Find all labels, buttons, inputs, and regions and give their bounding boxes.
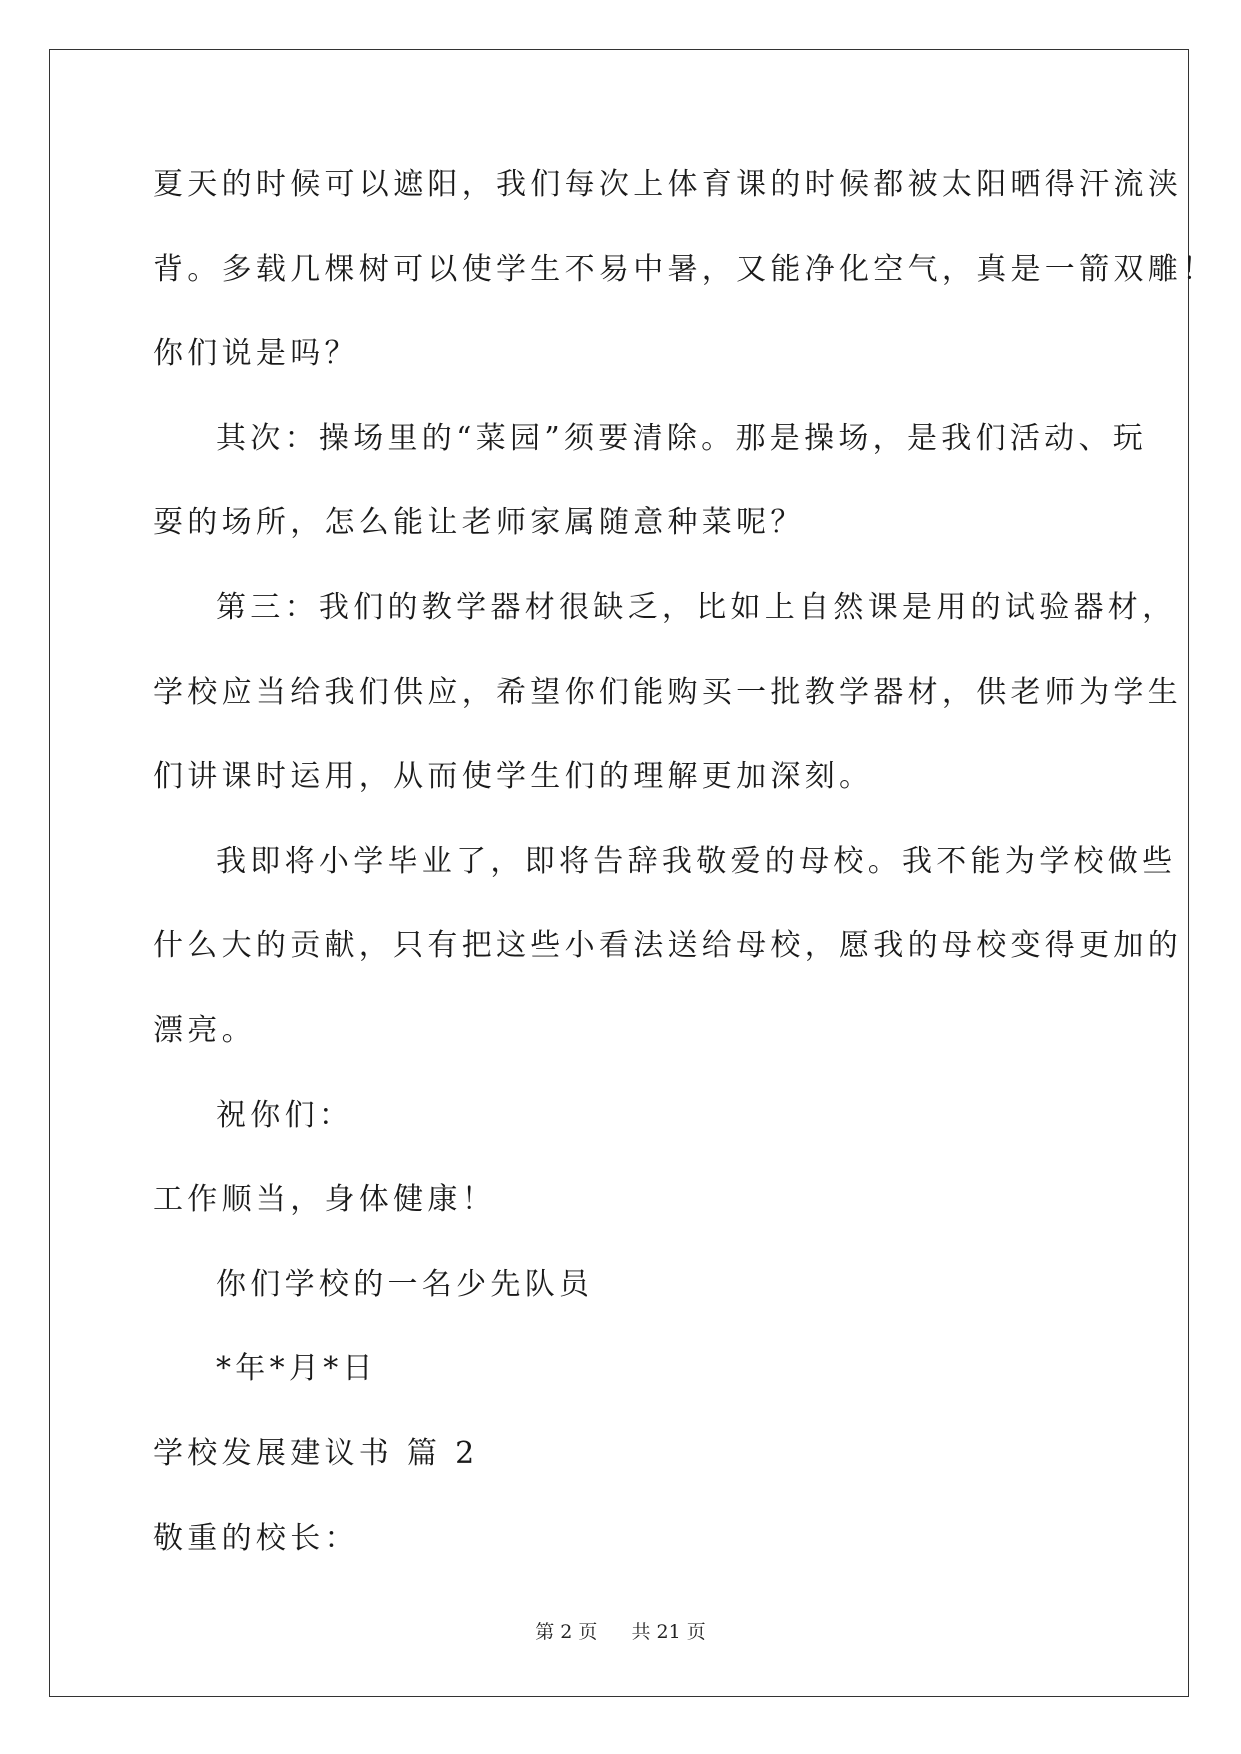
text-line: 我即将小学毕业了，即将告辞我敬爱的母校。我不能为学校做些	[216, 843, 1177, 879]
salutation-line: 祝你们：	[216, 1097, 354, 1133]
page-footer	[0, 1620, 1241, 1644]
text-line: 背。多载几棵树可以使学生不易中暑，又能净化空气，真是一箭双雕！	[153, 251, 1217, 287]
text-line: 夏天的时候可以遮阳，我们每次上体育课的时候都被太阳晒得汗流浃	[153, 167, 1182, 202]
text-line: 耍的场所，怎么能让老师家属随意种菜呢？	[153, 505, 805, 541]
text-line: 什么大的贡献，只有把这些小看法送给母校，愿我的母校变得更加的	[153, 928, 1182, 964]
text-line: 你们说是吗？	[153, 336, 359, 372]
greeting-line: 敬重的校长：	[153, 1520, 359, 1556]
document-body	[153, 166, 1217, 1604]
page-total: 共 21 页	[631, 1621, 706, 1643]
wishes-line: 工作顺当，身体健康！	[153, 1182, 496, 1218]
signature-line: 你们学校的一名少先队员	[216, 1266, 594, 1302]
text-line: 其次：操场里的“菜园”须要清除。那是操场，是我们活动、玩	[216, 420, 1148, 456]
date-line: *年*月*日	[216, 1351, 377, 1387]
text-line: 第三：我们的教学器材很缺乏，比如上自然课是用的试验器材，	[216, 589, 1177, 625]
page-number: 第 2 页	[535, 1621, 598, 1643]
text-line: 漂亮。	[153, 1012, 256, 1048]
text-line: 学校应当给我们供应，希望你们能购买一批教学器材，供老师为学生	[153, 674, 1182, 710]
text-line: 们讲课时运用，从而使学生们的理解更加深刻。	[153, 759, 874, 795]
section-heading: 学校发展建议书 篇 2	[153, 1435, 479, 1471]
